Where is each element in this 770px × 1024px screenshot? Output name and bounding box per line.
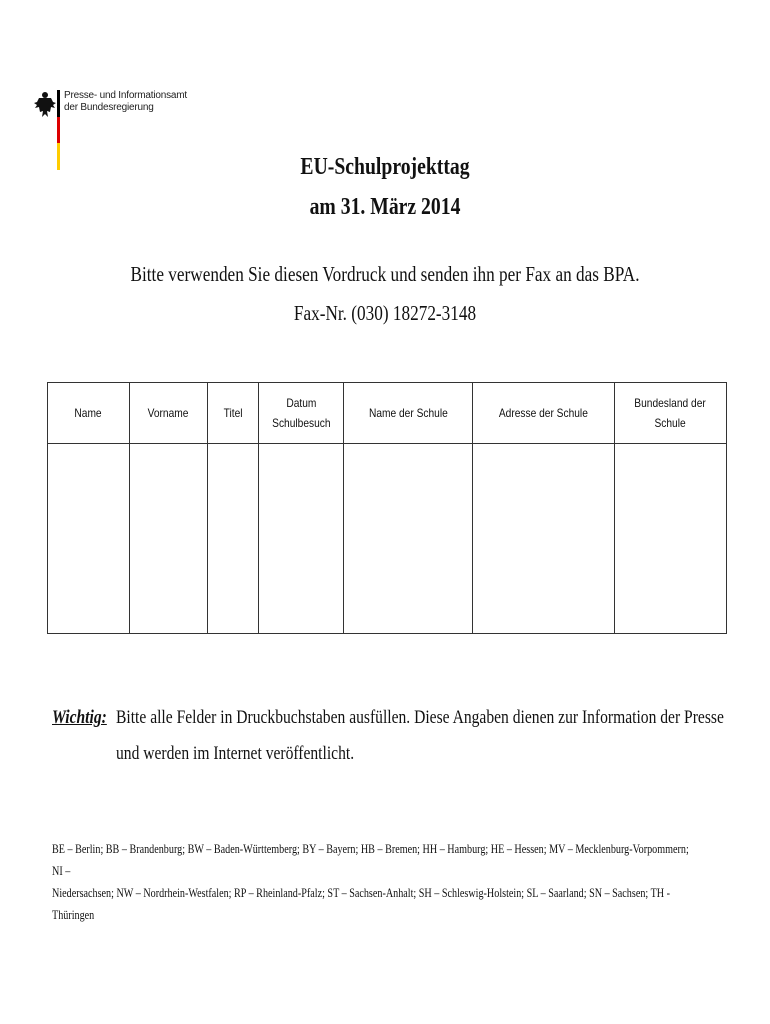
note-text [116,700,756,772]
column-header [344,383,473,444]
org-line-1: Presse- und Informationsamt [64,90,187,101]
column-header-label: Schule [654,416,687,430]
form-input-cell[interactable] [208,444,259,634]
note-text-line-1: Bitte alle Felder in Druckbuchstaben ausfüllen. Diese Angaben dienen zur Information der Presse [116,707,724,728]
org-line-2: der Bundesregierung [64,102,154,113]
organization-name [64,90,187,114]
form-input-cell[interactable] [130,444,208,634]
registration-form-table [47,382,727,634]
column-header-label: Name der Schule [368,406,448,420]
form-input-cell[interactable] [48,444,130,634]
column-header-label: Bundesland der [634,396,707,410]
note-text-line-2: und werden im Internet veröffentlicht. [116,743,355,764]
column-header [615,383,727,444]
column-header-label: Datum [285,396,317,410]
federal-eagle-icon [34,90,56,120]
column-header-label: Name [74,406,103,420]
form-input-cell[interactable] [615,444,727,634]
fax-number: Fax-Nr. (030) 18272-3148 [293,301,477,325]
instruction-text: Bitte verwenden Sie diesen Vordruck und senden ihn per Fax an das BPA. [130,262,640,286]
flag-stripe [57,90,60,170]
column-header [473,383,615,444]
table-input-row [48,444,727,634]
document-date: am 31. März 2014 [309,194,461,220]
column-header [48,383,130,444]
document-title: EU-Schulprojekttag [300,154,470,180]
column-header [130,383,208,444]
column-header-label: Schulbesuch [271,416,331,430]
column-header [259,383,344,444]
column-header [208,383,259,444]
form-input-cell[interactable] [259,444,344,634]
legend-line-2: Niedersachsen; NW – Nordrhein-Westfalen; RP – Rheinland-Pfalz; ST – Sachsen-Anhalt; SH – Schleswig-Holstein; SL – Saarland; SN – Sachsen; TH - Thüringen [52,885,671,922]
note-label: Wichtig: [52,707,107,728]
legend-line-1: BE – Berlin; BB – Brandenburg; BW – Baden-Württemberg; BY – Bayern; HB – Bremen; HH – Hamburg; HE – Hessen; MV – Mecklenburg-Vorpommern; NI – [52,841,689,878]
form-input-cell[interactable] [344,444,473,634]
column-header-label: Adresse der Schule [498,406,589,420]
column-header-label: Titel [223,406,243,420]
column-header-label: Vorname [148,406,189,420]
state-abbreviation-legend [52,838,699,926]
table-header-row [48,383,727,444]
form-input-cell[interactable] [473,444,615,634]
